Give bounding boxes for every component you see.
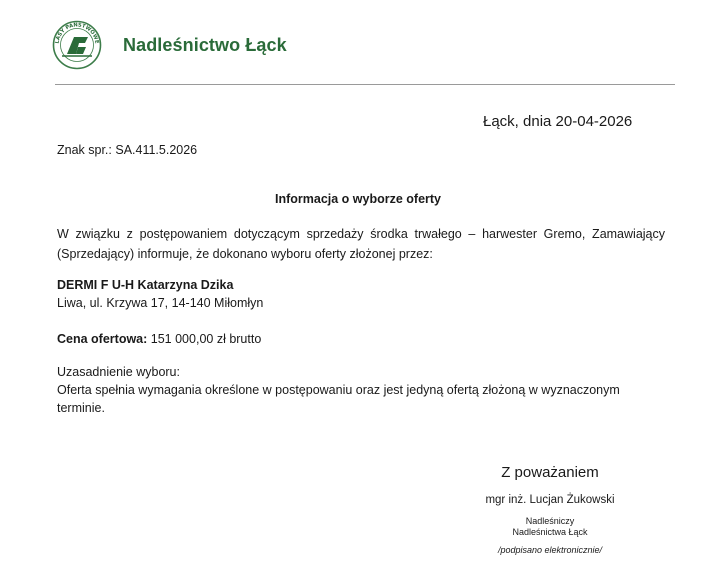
document-title: Informacja o wyborze oferty: [274, 192, 441, 206]
selected-bidder: [57, 276, 665, 312]
closing-phrase: Z poważaniem: [501, 464, 599, 481]
letterhead: [52, 20, 287, 70]
offer-price: [57, 329, 665, 349]
header-divider: [55, 84, 675, 85]
letter-date: Łąck, dnia 20-04-2026: [483, 113, 633, 130]
justification-heading: Uzasadnienie wyboru:: [57, 365, 180, 379]
logo-ring-text: LASY PAŃSTWOWE: [54, 22, 100, 45]
signer-position: [420, 516, 680, 538]
signer-name: mgr inż. Lucjan Żukowski: [485, 494, 615, 506]
intro-paragraph: W związku z postępowaniem dotyczącym sprzedaży środka trwałego – harwester Gremo, Zamawiający (Sprzedający) informuje, że dokonano wyboru oferty złożonej przez:: [57, 227, 665, 261]
price-label: Cena ofertowa:: [57, 332, 148, 346]
signer-unit: Nadleśnictwa Łąck: [512, 527, 588, 537]
organization-name: Nadleśnictwo Łąck: [123, 34, 287, 55]
lasy-panstwowe-logo: [52, 20, 102, 70]
company-address: Liwa, ul. Krzywa 17, 14-140 Miłomłyn: [57, 296, 264, 310]
signer-title: Nadleśniczy: [525, 516, 575, 526]
company-name: DERMI F U-H Katarzyna Dzika: [57, 278, 234, 292]
justification-text: Oferta spełnia wymagania określone w postępowaniu oraz jest jedyną ofertą złożoną w wyznaczonym terminie.: [57, 383, 620, 415]
reference-number: Znak spr.: SA.411.5.2026: [57, 143, 198, 157]
price-value: 151 000,00 zł brutto: [150, 332, 262, 346]
selection-justification: [57, 363, 665, 417]
electronic-signature-note: /podpisano elektronicznie/: [497, 545, 603, 555]
